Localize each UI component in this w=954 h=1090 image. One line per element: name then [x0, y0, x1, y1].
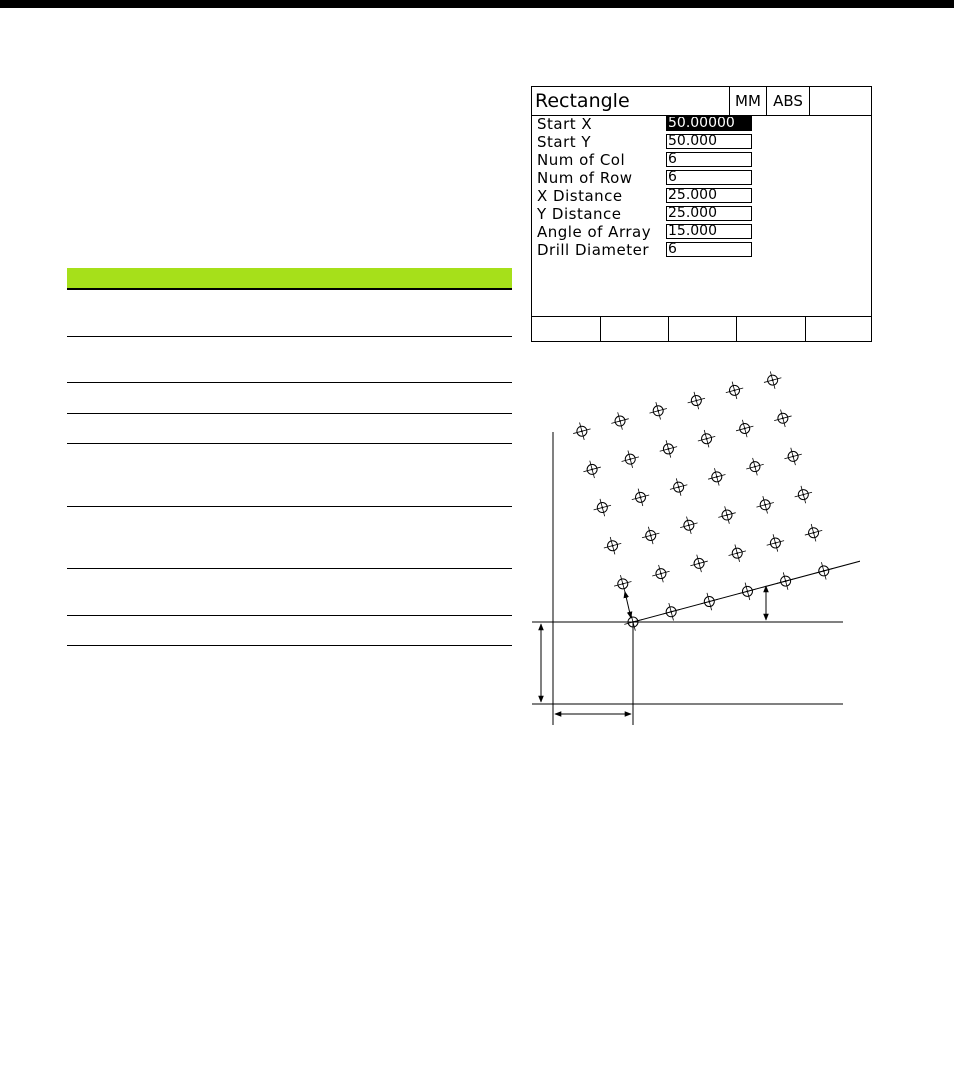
field-label: Start X	[537, 115, 593, 133]
drill-hole-marker	[736, 420, 753, 437]
field-label: X Distance	[537, 187, 623, 205]
parameter-table	[67, 268, 512, 648]
table-row	[67, 290, 512, 337]
field-drill-diameter[interactable]	[537, 241, 867, 259]
field-label: Num of Row	[537, 169, 633, 187]
num-of-col-input[interactable]: 6	[666, 152, 752, 167]
drill-hole-marker	[660, 440, 677, 457]
lcd-screen	[531, 86, 872, 342]
softkey-5[interactable]	[806, 317, 871, 342]
drill-hole-marker	[729, 544, 746, 561]
drill-hole-marker	[652, 565, 669, 582]
angle-of-array-input[interactable]: 15.000	[666, 224, 752, 239]
field-label: Drill Diameter	[537, 241, 650, 259]
drill-hole-marker	[670, 478, 687, 495]
drill-hole-marker	[583, 461, 600, 478]
start-y-input[interactable]: 50.000	[666, 134, 752, 149]
drill-hole-marker	[642, 527, 659, 544]
drill-hole-marker	[688, 392, 705, 409]
row-spacing-arrow	[625, 592, 631, 618]
y-distance-input[interactable]: 25.000	[666, 206, 752, 221]
field-start-y[interactable]	[537, 133, 867, 151]
table-row	[67, 337, 512, 383]
table-row	[67, 414, 512, 444]
field-start-x[interactable]	[537, 115, 867, 133]
screen-title: Rectangle	[535, 90, 630, 112]
table-row	[67, 383, 512, 414]
drill-hole-marker	[739, 583, 756, 600]
field-angle-of-array[interactable]	[537, 223, 867, 241]
drill-hole-marker	[649, 402, 666, 419]
softkey-3[interactable]	[669, 317, 737, 342]
table-row	[67, 444, 512, 507]
table-row	[67, 616, 512, 646]
softkey-2[interactable]	[601, 317, 669, 342]
drill-hole-marker	[718, 506, 735, 523]
drill-hole-marker	[726, 382, 743, 399]
drill-hole-marker	[622, 450, 639, 467]
softkey-bar	[532, 316, 871, 342]
drill-hole-marker	[701, 593, 718, 610]
units-indicator: MM	[729, 87, 766, 115]
drill-hole-marker	[690, 555, 707, 572]
drill-hole-marker	[815, 562, 832, 579]
num-of-row-input[interactable]: 6	[666, 170, 752, 185]
drill-hole-marker	[611, 412, 628, 429]
drill-hole-marker	[767, 534, 784, 551]
drill-hole-marker	[698, 430, 715, 447]
softkey-1[interactable]	[532, 317, 601, 342]
drill-hole-marker	[764, 371, 781, 388]
drill-hole-marker	[594, 499, 611, 516]
field-num-of-row[interactable]	[537, 169, 867, 187]
drill-diameter-input[interactable]: 6	[666, 242, 752, 257]
drill-hole-marker	[756, 496, 773, 513]
drill-hole-marker	[680, 517, 697, 534]
drill-hole-marker	[573, 423, 590, 440]
drill-hole-marker	[777, 572, 794, 589]
drill-hole-marker	[774, 410, 791, 427]
field-label: Num of Col	[537, 151, 626, 169]
field-label: Start Y	[537, 133, 592, 151]
drill-hole-marker	[614, 575, 631, 592]
drill-hole-marker	[662, 603, 679, 620]
table-row	[67, 569, 512, 616]
field-label: Angle of Array	[537, 223, 652, 241]
page-top-rule	[0, 0, 954, 8]
field-x-distance[interactable]	[537, 187, 867, 205]
field-num-of-col[interactable]	[537, 151, 867, 169]
field-y-distance[interactable]	[537, 205, 867, 223]
softkey-4[interactable]	[737, 317, 806, 342]
drill-hole-marker	[795, 486, 812, 503]
screen-title-bar	[532, 87, 871, 116]
x-distance-input[interactable]: 25.000	[666, 188, 752, 203]
mode-indicator: ABS	[766, 87, 810, 115]
drill-hole-marker	[805, 524, 822, 541]
table-row	[67, 507, 512, 569]
drill-hole-marker	[604, 537, 621, 554]
start-x-input[interactable]: 50.00000	[666, 116, 752, 131]
rectangle-array-diagram	[520, 360, 860, 730]
drill-hole-marker	[784, 448, 801, 465]
field-label: Y Distance	[537, 205, 622, 223]
table-header	[67, 268, 512, 290]
drill-hole-marker	[632, 489, 649, 506]
drill-hole-marker	[708, 468, 725, 485]
drill-hole-marker	[746, 458, 763, 475]
